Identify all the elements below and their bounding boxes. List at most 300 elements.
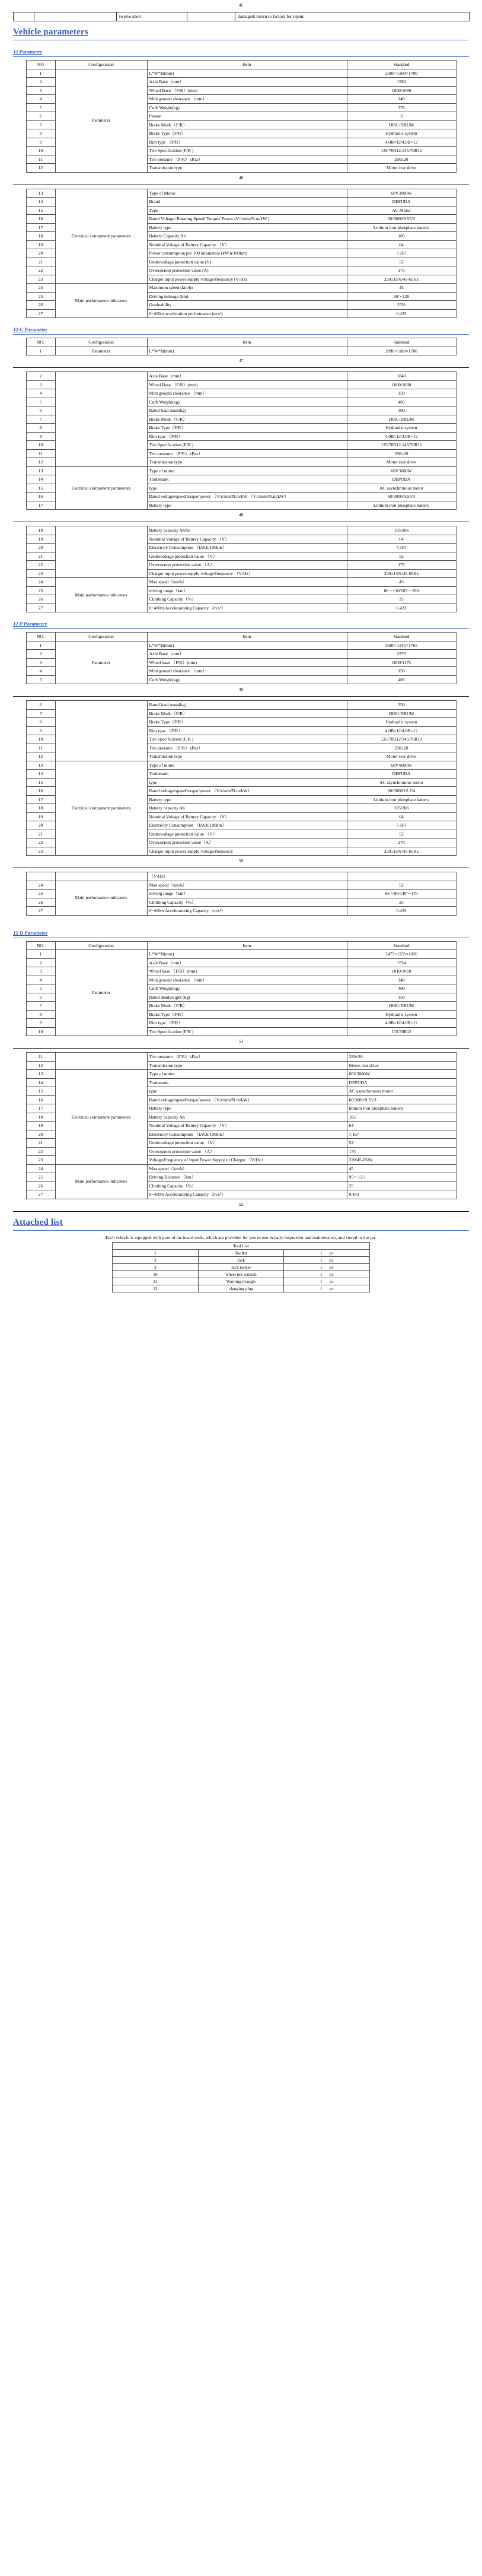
cell-item: Axle Base（mm）	[147, 372, 347, 381]
cell-no: 2	[26, 372, 55, 381]
cell-standard: 0.433	[347, 309, 456, 318]
cell-no: 6	[26, 112, 55, 121]
cell-no: 16	[26, 1095, 55, 1104]
table-row	[14, 12, 470, 21]
table-row	[113, 1285, 370, 1292]
cell-no: 25	[26, 890, 55, 898]
cell-no: 27	[26, 309, 55, 318]
cell-item: Battery type	[147, 223, 347, 232]
cell-col2	[34, 12, 117, 21]
cell-no: 15	[26, 484, 55, 493]
page-48	[0, 512, 482, 684]
cell-item: 0~400m acceleration performance (m/s²)	[147, 309, 347, 318]
quantity-unit: pc	[329, 1271, 334, 1277]
cell-no: 10	[113, 1270, 199, 1278]
cell-no: 20	[26, 249, 55, 258]
cell-no: 15	[26, 1087, 55, 1096]
cell-item: Rated voltage/speed/torque/power （V/r/min/N.m/kW）	[147, 1095, 347, 1104]
cell-item: Voltage/Frequency of Input Power Supply of Charger （V/Hz）	[147, 1156, 347, 1165]
j2-parameter-table	[26, 60, 457, 173]
table-row	[26, 284, 456, 293]
cell-no: 3	[26, 86, 55, 95]
cell-standard: 135/70R12	[347, 1027, 456, 1036]
cell-standard: 0.433	[347, 1190, 456, 1199]
cell-standard: DEPUDA	[347, 1078, 456, 1087]
cell-item: Mini ground clearance （mm）	[147, 389, 347, 398]
page-number-47: 47	[238, 358, 244, 363]
header-item: Item	[147, 338, 347, 347]
cell-item: Rim type （F/R）	[147, 432, 347, 441]
cell-no: 10	[26, 1027, 55, 1036]
cell-no: 15	[26, 778, 55, 787]
header-item: Item	[147, 633, 347, 641]
cell-no: 17	[26, 1104, 55, 1113]
cell-standard: 60/3000/9.55/3	[347, 493, 456, 501]
header-no: NO	[26, 61, 55, 69]
cell-standard: 95～125	[347, 1173, 456, 1182]
page-top-rule	[13, 696, 469, 697]
cell-no: 3	[113, 1263, 199, 1270]
section-heading-j2c: J2-C Parameter	[13, 326, 48, 332]
j2c-heading-wrap	[13, 322, 469, 335]
cell-item: Trademark	[147, 770, 347, 779]
cell-no: 16	[26, 787, 55, 796]
quantity-value: 1	[320, 1285, 323, 1291]
cell-item: Electricity Consumption （kW.h/100km）	[147, 544, 347, 552]
cell-standard: 250±20	[347, 155, 456, 164]
cell-standard: 4.0B×12/4.0B×12	[347, 726, 456, 735]
cell-no: 23	[26, 569, 55, 578]
cell-configuration-blank	[55, 701, 147, 761]
cell-no: 7	[26, 1002, 55, 1011]
cell-standard: 3600×1345×1765	[347, 641, 456, 650]
cell-no: 10	[26, 441, 55, 450]
cell-standard: 64	[347, 812, 456, 821]
cell-no: 7	[26, 120, 55, 129]
cell-item: type	[147, 1087, 347, 1096]
cell-no: 9	[26, 1019, 55, 1028]
cell-item: Gradeability	[147, 301, 347, 310]
cell-standard: 64	[347, 240, 456, 249]
cell-no	[26, 872, 55, 881]
cell-item: Brand	[147, 198, 347, 207]
cell-standard: Lithium iron phosphate battery	[347, 795, 456, 804]
cell-item: Rated Voltage/ Rotating Speed/ Torque/ Power (V/r/min/N.m/kW )	[147, 215, 347, 224]
quantity-unit: pc	[329, 1250, 334, 1256]
table-row	[26, 69, 456, 78]
cell-item: Power consumption per 100 kilometers (kW.h/100km)	[147, 249, 347, 258]
cell-standard: 175	[347, 1147, 456, 1156]
cell-no: 19	[26, 240, 55, 249]
cell-no: 17	[26, 795, 55, 804]
cell-item: （V/Hz）	[147, 872, 347, 881]
cell-item: Tire Specification (F/R )	[147, 735, 347, 744]
cell-standard: 1000/1030	[347, 86, 456, 95]
cell-no: 21	[26, 1139, 55, 1148]
table-header-row	[26, 941, 456, 950]
cell-item: Transmission type	[147, 1061, 347, 1070]
cell-item: Wheel Base （F/R）(mm)	[147, 380, 347, 389]
header-configuration: Configuration	[55, 633, 147, 641]
cell-standard: 350	[347, 701, 456, 710]
cell-standard: 80～110/165～190	[347, 586, 456, 595]
cell-tool-name: Jack	[198, 1256, 284, 1263]
page-number-51: 51	[238, 1038, 244, 1044]
cell-configuration-parameter: Parameter	[55, 69, 147, 172]
cell-item: Wheel Base （F/R）(mm)	[147, 86, 347, 95]
cell-no: 4	[26, 389, 55, 398]
cell-no: 2	[26, 78, 55, 87]
cell-item: Transmission type	[147, 164, 347, 173]
cell-standard: 60/3000/9.55/3	[347, 1095, 456, 1104]
cell-standard: Motor rear drive	[347, 458, 456, 467]
section-heading-j2p: J2-P Parameter	[13, 621, 47, 627]
cell-item: Type of Motor	[147, 189, 347, 198]
cell-no: 4	[26, 95, 55, 104]
header-standard: Standard	[347, 941, 456, 950]
cell-no: 8	[26, 1010, 55, 1019]
cell-no: 2	[26, 650, 55, 659]
cell-no: 7	[26, 709, 55, 718]
cell-no: 19	[26, 812, 55, 821]
cell-standard: DISC/DRUM	[347, 709, 456, 718]
cell-item: Climbing Capacity（%）	[147, 898, 347, 907]
header-no: NO.	[26, 338, 55, 347]
table-row	[26, 1070, 456, 1079]
cell-configuration-parameter: Parameter	[55, 950, 147, 1036]
cell-no: 25	[26, 586, 55, 595]
cell-item: Brake Mode（F/R）	[147, 120, 347, 129]
j2c-parameter-table	[26, 338, 457, 355]
cell-item: Battery capacity Ah	[147, 1113, 347, 1122]
cell-no: 27	[26, 603, 55, 612]
cell-item: Overcurrent protection value (A)	[147, 266, 347, 275]
cell-item: Undervoltage protection value （V）	[147, 552, 347, 561]
cell-no: 9	[26, 432, 55, 441]
cell-configuration-parameter: Parameter	[55, 347, 147, 355]
cell-standard: 0.433	[347, 603, 456, 612]
cell-col3: twelve short	[117, 12, 187, 21]
quantity-unit: pc	[329, 1264, 334, 1270]
cell-configuration-blank	[55, 372, 147, 467]
cell-item: Rated voltage/speed/torque/power （V/r/min/N.m/kW）	[147, 787, 347, 796]
header-no: NO.	[26, 941, 55, 950]
cell-no: 18	[26, 232, 55, 241]
cell-item: Charger input power supply voltage/frequency (V/Hz)	[147, 275, 347, 284]
cell-item: type	[147, 778, 347, 787]
attached-list-heading-wrap	[13, 1218, 469, 1231]
cell-no: 14	[26, 770, 55, 779]
quantity-value: 1	[320, 1278, 323, 1284]
cell-no: 23	[26, 1156, 55, 1165]
table-row	[113, 1249, 370, 1256]
table-row	[26, 578, 456, 587]
cell-standard: 3	[347, 112, 456, 121]
header-no: NO.	[26, 633, 55, 641]
cell-standard: Motor rear drive	[347, 164, 456, 173]
cell-item: Battery capacity AhAh	[147, 526, 347, 535]
cell-no: 11	[26, 155, 55, 164]
cell-standard: 1000/1030	[347, 380, 456, 389]
vehicle-parameters-heading-wrap	[13, 27, 469, 40]
cell-standard: 2890×1180×1780	[347, 347, 456, 355]
cell-configuration-performance: Main performance indicators	[55, 1164, 147, 1199]
cell-item: Mini ground clearance （mm）	[147, 976, 347, 984]
cell-standard: 2375	[347, 650, 456, 659]
cell-item: 0~400m Acceleratoring Capacity（m/s²）	[147, 907, 347, 916]
cell-no: 25	[26, 292, 55, 301]
cell-item: 0~400m Acceleratoring Capacity（m/s²）	[147, 1190, 347, 1199]
page-top-rule	[13, 1048, 469, 1049]
cell-standard: 220/45-65Hz	[347, 1156, 456, 1165]
cell-standard: DEPUDA	[347, 475, 456, 484]
cell-no: 22	[26, 838, 55, 847]
table-row	[113, 1278, 370, 1285]
cell-no: 23	[26, 847, 55, 856]
cell-standard: 52	[347, 830, 456, 838]
cell-item: Brake Mode（F/R）	[147, 415, 347, 424]
cell-item: Nominal Voltage of Battery Capacity （V）	[147, 812, 347, 821]
cell-item: Rated load mass(kg)	[147, 701, 347, 710]
cell-item: Undervoltage protection value (V)	[147, 258, 347, 266]
table-row	[26, 189, 456, 198]
cell-standard: 135/70R12,145/70R12	[347, 441, 456, 450]
cell-standard: 220±15%/45-65Hz	[347, 847, 456, 856]
cell-col5: damaged, return to factory for repair.	[235, 12, 470, 21]
header-item: Item	[147, 941, 347, 950]
cell-standard: 25	[347, 898, 456, 907]
j2d-parameter-table	[26, 941, 457, 1037]
cell-item: Tire Specification (F/R )	[147, 1027, 347, 1036]
cell-item: Rim type （F/R）	[147, 726, 347, 735]
cell-no: 23	[26, 275, 55, 284]
cell-no: 1	[26, 950, 55, 959]
cell-standard: 4.0B×12/4.0B×12	[347, 1019, 456, 1028]
cell-standard: AC Motor	[347, 206, 456, 215]
cell-no: 2	[26, 958, 55, 967]
cell-standard: DISC/DRUM	[347, 120, 456, 129]
cell-standard: DISC/DRUM	[347, 415, 456, 424]
cell-item: Mini ground clearance （mm）	[147, 95, 347, 104]
cell-item: Driving mileage (km)	[147, 292, 347, 301]
cell-no: 16	[26, 215, 55, 224]
table-row	[26, 950, 456, 959]
cell-standard: 150	[347, 389, 456, 398]
cell-no: 11	[26, 449, 55, 458]
cell-tool-name: charging plug	[198, 1285, 284, 1292]
cell-no: 24	[26, 578, 55, 587]
cell-standard: 175	[347, 561, 456, 570]
cell-no: 6	[26, 993, 55, 1002]
cell-no: 12	[113, 1285, 199, 1292]
cell-no: 18	[26, 526, 55, 535]
cell-quantity	[284, 1263, 370, 1270]
cell-standard: 150	[347, 667, 456, 676]
cell-standard: 25	[347, 595, 456, 604]
cell-no: 8	[26, 718, 55, 727]
cell-item: type	[147, 484, 347, 493]
table-row	[113, 1256, 370, 1263]
cell-item: Tire pressure （F/R）kPaz）	[147, 744, 347, 752]
j2c-parameter-table-continued-2	[26, 526, 457, 612]
cell-standard: 4.0B×12/4.0B×12	[347, 432, 456, 441]
cell-configuration-electrical: Electrical component parameters	[55, 189, 147, 284]
cell-no: 10	[26, 147, 55, 155]
cell-standard: 135/70R12/145/70R12	[347, 735, 456, 744]
cell-no: 3	[26, 380, 55, 389]
cell-item: Tire Specification (F/R )	[147, 441, 347, 450]
cell-item: Tire pressure （F/R）kPaz）	[147, 449, 347, 458]
cell-no: 8	[26, 129, 55, 138]
cell-item: Brake Mode（F/R）	[147, 1002, 347, 1011]
cell-item: Curb Weight(kg)	[147, 103, 347, 112]
cell-no: 5	[26, 103, 55, 112]
cell-standard	[347, 872, 456, 881]
cell-item: Climbing Capacity（%）	[147, 1181, 347, 1190]
cell-quantity	[284, 1256, 370, 1263]
cell-standard: DISC/DRUM	[347, 1002, 456, 1011]
cell-item: Axle Base（mm）	[147, 78, 347, 87]
page-47	[0, 358, 482, 510]
cell-standard: AC asynchronous motor	[347, 1087, 456, 1096]
cell-item: Transmission type	[147, 458, 347, 467]
cell-standard: 270	[347, 838, 456, 847]
cell-item: Tire pressure （F/R）kPaz）	[147, 1053, 347, 1062]
cell-standard: 7.167	[347, 821, 456, 830]
cell-configuration-electrical: Electrical component parameters	[55, 1070, 147, 1165]
header-configuration: Configuration	[55, 338, 147, 347]
table-row	[113, 1263, 370, 1270]
cell-tool-name: Toolkit	[198, 1249, 284, 1256]
header-standard: Standard	[347, 338, 456, 347]
page-46	[0, 175, 482, 356]
cell-item: Mini ground clearance （mm）	[147, 667, 347, 676]
cell-configuration-parameter: Parameter	[55, 641, 147, 684]
cell-standard: 250±20	[347, 449, 456, 458]
cell-no: 3	[26, 658, 55, 667]
cell-item: Type of motor	[147, 466, 347, 475]
cell-no: 7	[26, 415, 55, 424]
j2-parameter-table-continued	[26, 189, 457, 319]
cell-standard: 25%	[347, 301, 456, 310]
cell-item: L*W*H(mm)	[147, 347, 347, 355]
header-standard: Standard	[347, 61, 456, 69]
cell-item: Curb Weight(kg)	[147, 675, 347, 684]
cell-standard: Motor rear drive	[347, 752, 456, 761]
table-row	[26, 526, 456, 535]
cell-item: Brake Type（F/R）	[147, 1010, 347, 1019]
cell-standard: DEPUDA	[347, 770, 456, 779]
cell-item: Type of motor	[147, 761, 347, 770]
cell-tool-name: Warning triangle	[198, 1278, 284, 1285]
j2p-parameter-table-continued	[26, 700, 457, 856]
cell-no: 11	[113, 1278, 199, 1285]
cell-configuration-blank	[55, 872, 147, 881]
cell-item: Tire Specification (F/R )	[147, 147, 347, 155]
cell-item: 0~400m Acceleratoring Capacity（m/s²）	[147, 603, 347, 612]
cell-item: Wheel base （F/R）(mm)	[147, 967, 347, 976]
cell-standard: AC asynchronous motor	[347, 778, 456, 787]
cell-item: Battery type	[147, 501, 347, 510]
cell-standard: 400	[347, 984, 456, 993]
cell-standard: 60V3000W	[347, 189, 456, 198]
cell-standard: 2390×1200×1700	[347, 69, 456, 78]
cell-quantity	[284, 1278, 370, 1285]
cell-standard: 140	[347, 95, 456, 104]
cell-no: 5	[26, 398, 55, 406]
cell-no: 13	[26, 1070, 55, 1079]
cell-item: Transmission type	[147, 752, 347, 761]
cell-no: 21	[26, 830, 55, 838]
j2p-parameter-table	[26, 632, 457, 684]
cell-standard: 300	[347, 406, 456, 415]
cell-standard: 45	[347, 284, 456, 293]
cell-no: 17	[26, 223, 55, 232]
cell-item: Undervoltage protection value （V）	[147, 1139, 347, 1148]
cell-standard: 1010/1050	[347, 967, 456, 976]
cell-no: 4	[26, 667, 55, 676]
cell-no: 26	[26, 1181, 55, 1190]
cell-standard: 175	[347, 266, 456, 275]
table-header-row	[113, 1242, 370, 1249]
page-top-rule	[13, 1211, 469, 1212]
cell-no: 12	[26, 164, 55, 173]
cell-standard: 7.167	[347, 249, 456, 258]
table-header-row	[26, 338, 456, 347]
cell-item: Brake Type（F/R）	[147, 718, 347, 727]
cell-standard: DEPUDA	[347, 198, 456, 207]
cell-item: driving range（km）	[147, 890, 347, 898]
cell-no: 21	[26, 258, 55, 266]
table-row	[113, 1270, 370, 1278]
quantity-unit: pc	[329, 1278, 334, 1284]
cell-standard: 25	[347, 1181, 456, 1190]
cell-item: Nominal Voltage of Battery Capacity （V）	[147, 535, 347, 544]
page-50	[0, 858, 482, 1036]
cell-no: 1	[26, 347, 55, 355]
cell-configuration-blank	[55, 1053, 147, 1070]
cell-standard: 60V3000W	[347, 466, 456, 475]
j2p-heading-wrap	[13, 616, 469, 629]
cell-standard: 105	[347, 232, 456, 241]
cell-no: 1	[113, 1249, 199, 1256]
cell-quantity	[284, 1270, 370, 1278]
header-standard: Standard	[347, 633, 456, 641]
page-52	[0, 1202, 482, 1470]
cell-item: Rim type （F/R）	[147, 138, 347, 147]
cell-standard: 220±15%/45-65Hz	[347, 275, 456, 284]
cell-no: 18	[26, 1113, 55, 1122]
cell-standard: 64	[347, 535, 456, 544]
cell-standard: 90～120	[347, 292, 456, 301]
cell-col1	[14, 12, 34, 21]
cell-item: Axle Base（mm）	[147, 958, 347, 967]
cell-no: 11	[26, 744, 55, 752]
cell-item: L*W*H(mm)	[147, 641, 347, 650]
cell-item: L*W*H(mm)	[147, 69, 347, 78]
cell-item: Brake Type（F/R）	[147, 129, 347, 138]
cell-no: 14	[26, 198, 55, 207]
cell-no: 4	[26, 976, 55, 984]
cell-no: 5	[26, 675, 55, 684]
cell-item: L*W*H(mm)	[147, 950, 347, 959]
cell-standard: 250±20	[347, 1053, 456, 1062]
cell-tool-name: wheel nut wrench	[198, 1270, 284, 1278]
cell-item: Wheel base （F/R）(mm)	[147, 658, 347, 667]
j2d-heading-wrap	[13, 925, 469, 938]
cell-no: 12	[26, 752, 55, 761]
cell-item: Max speed（km/h）	[147, 881, 347, 890]
